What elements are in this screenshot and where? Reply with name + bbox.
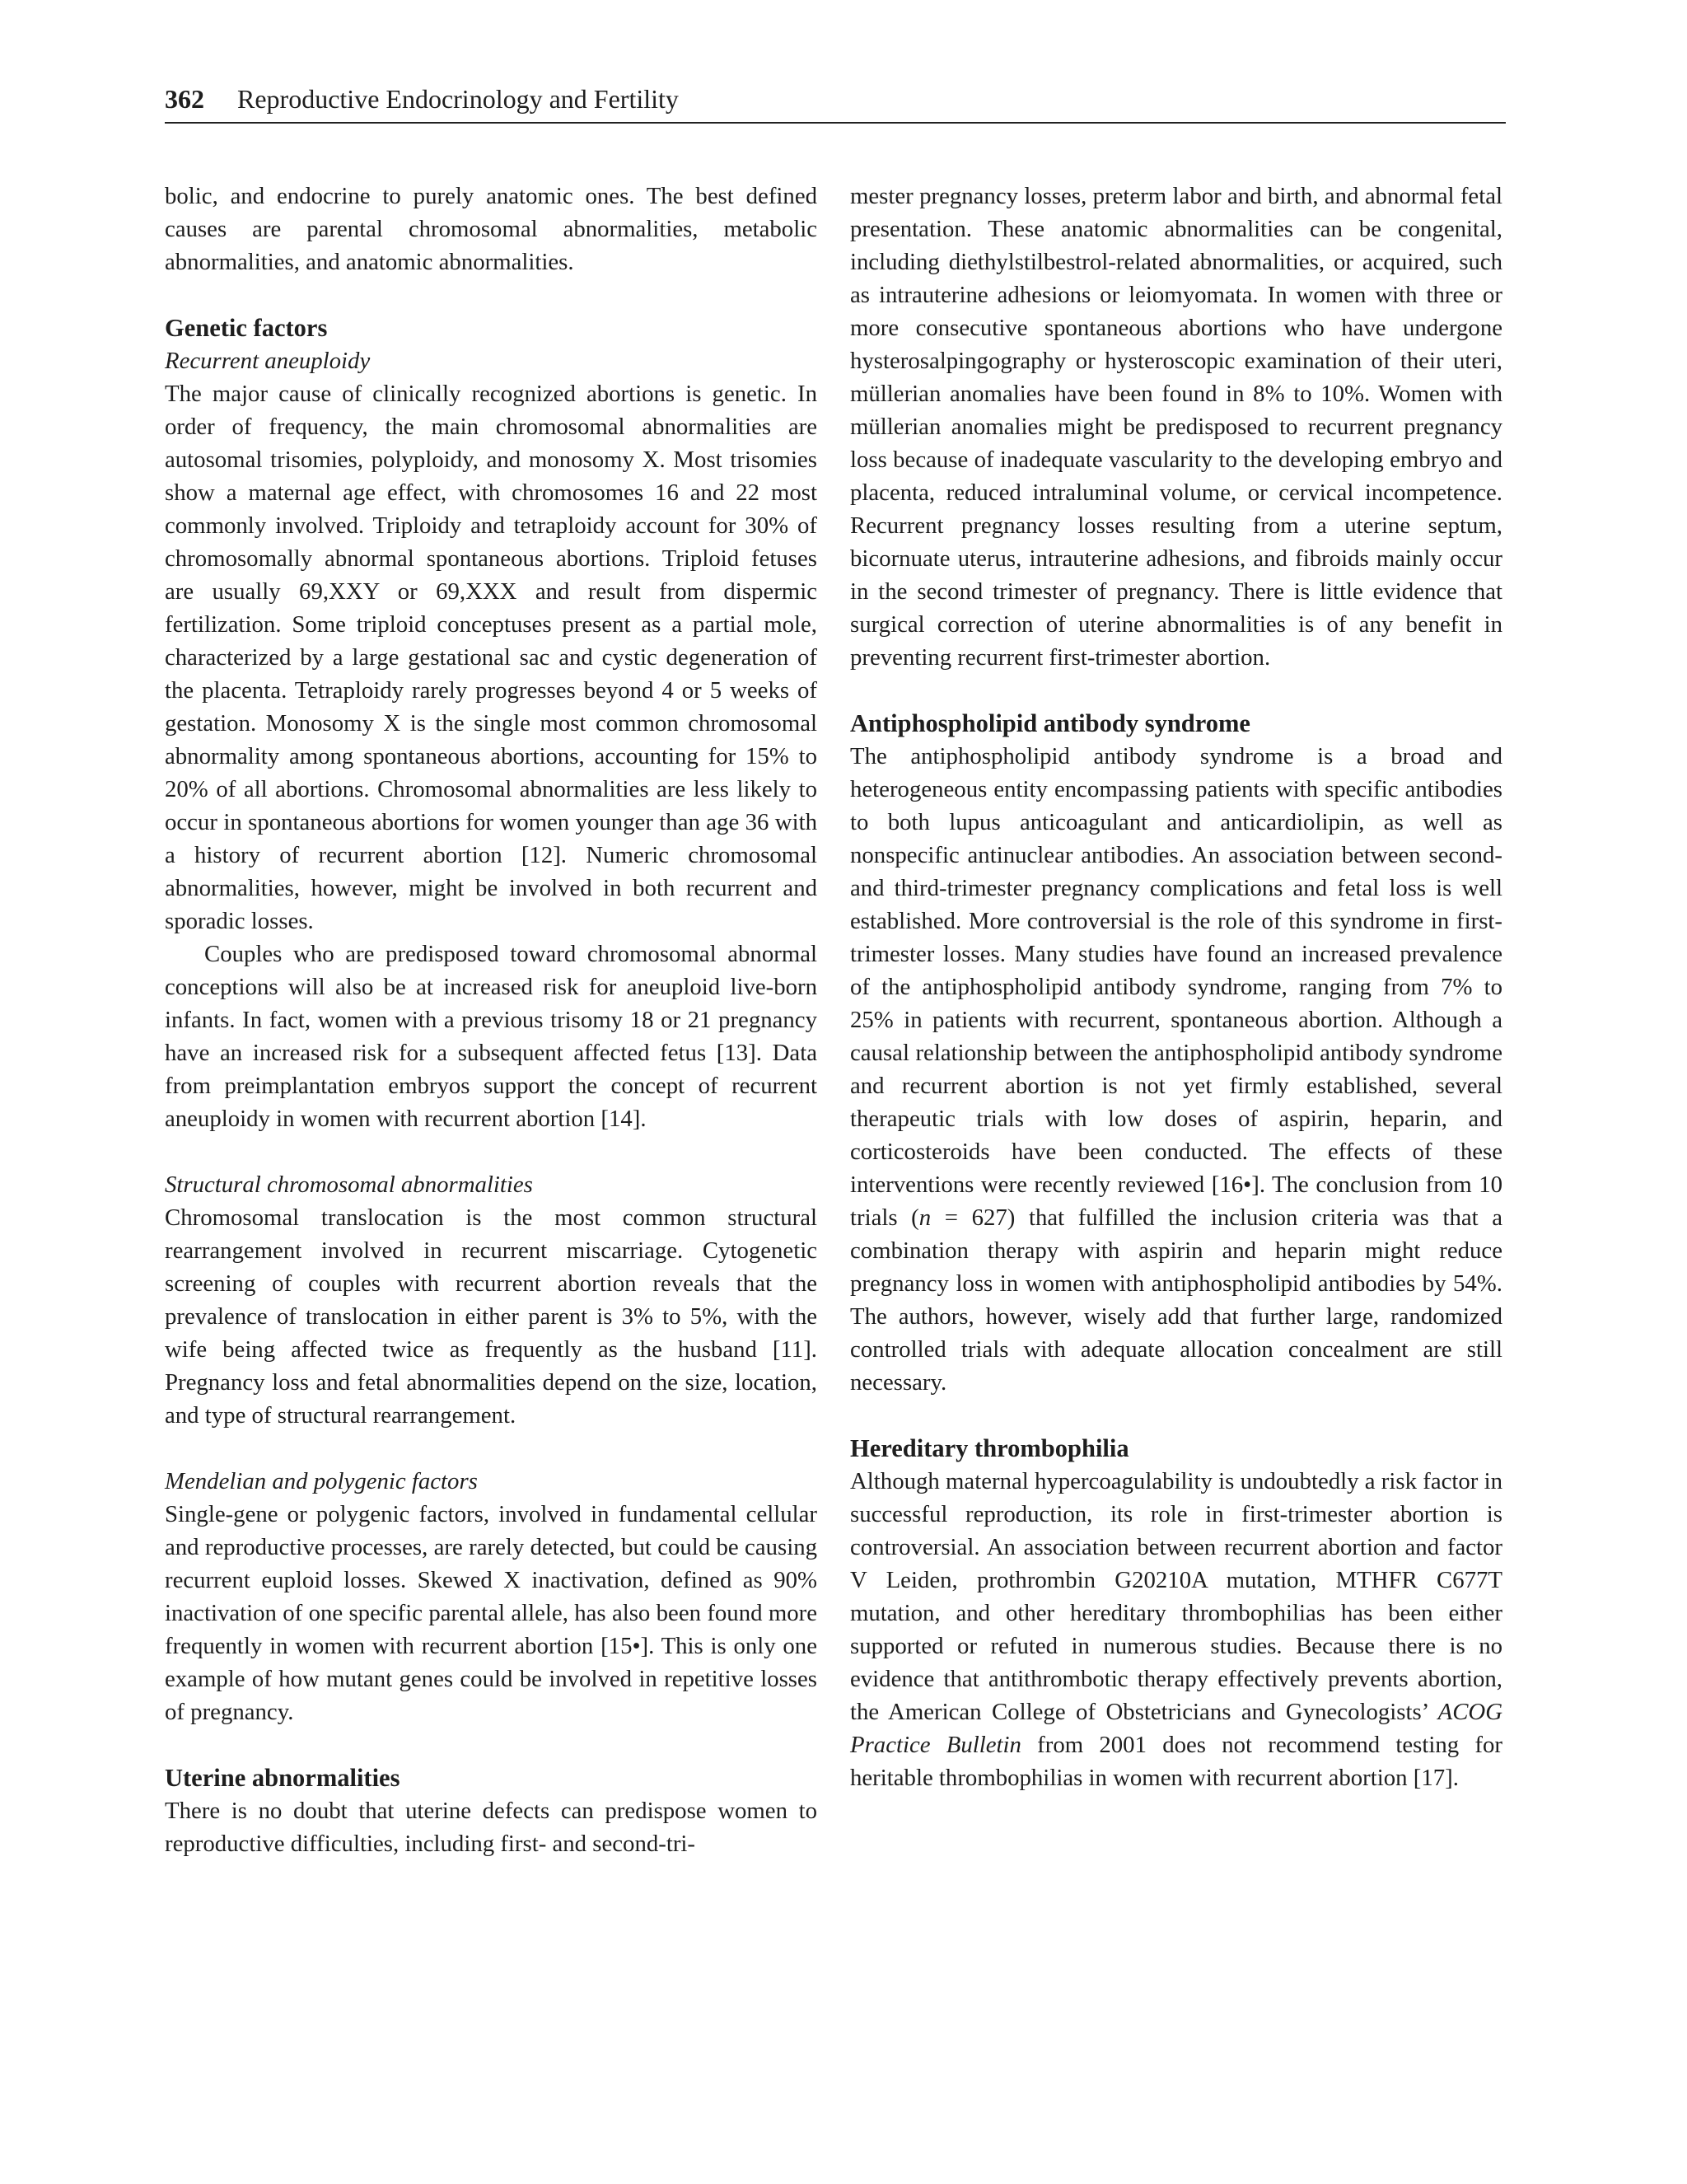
uterine-abnormalities-heading: Uterine abnormalities [165,1764,400,1792]
aneuploidy-paragraph-2: Couples who are predisposed toward chromosomal abnormal conceptions will also be at increased risk for aneuploid live-born infants. In fact, women with a previous trisomy 18 or 21 pregnancy have an increased risk for a subsequent affected fetus [13]. Data from preimplantation embryos support the concept of recurrent aneuploidy in women with recurrent abortion [14]. [165,941,817,1132]
thrombophilia-text-after: from 2001 does not recommend testing for heritable thrombophilias in women with recurrent abortion [17]. [850,1732,1502,1791]
structural-abnormalities-subheading: Structural chromosomal abnormalities [165,1172,533,1198]
uterine-paragraph-continued: mester pregnancy losses, preterm labor and birth, and abnormal fetal presentation. These anatomic abnormalities can be congenital, including diethylstilbestrol-related abnormalities, or acquired, such as intrauterine adhesions or leiomyomata. In women with three or more consecutive spontaneous abortions who have undergone hysterosalpingography or hysteroscopic examination of their uteri, müllerian anomalies have been found in 8% to 10%. Women with müllerian anomalies might be predisposed to recurrent pregnancy loss because of inadequate vascularity to the developing embryo and placenta, reduced intraluminal volume, or cervical incompetence. Recurrent pregnancy losses resulting from a uterine septum, bicornuate uterus, intrauterine adhesions, and fibroids mainly occur in the second trimester of pregnancy. There is little evidence that surgical correction of uterine abnormalities is of any benefit in preventing recurrent first-trimester abortion. [850,183,1502,671]
mendelian-factors-subheading: Mendelian and polygenic factors [165,1468,478,1494]
thrombophilia-text-before: Although maternal hypercoagulability is undoubtedly a risk factor in successful reproduction, its role in first-trimester abortion is controversial. An association between recurrent abortion and factor V Leiden, prothrombin G20210A mutation, MTHFR C677T mutation, and other hereditary thrombophilias has been either supported or refuted in numerous studies. Because there is no evidence that antithrombotic therapy effectively prevents abortion, the American College of Obstetricians and Gynecologists’ [850,1468,1502,1725]
running-head [165,82,1506,124]
right-column [850,180,1502,1794]
genetic-factors-heading: Genetic factors [165,314,328,342]
left-column [165,180,817,1860]
antiphospholipid-heading: Antiphospholipid antibody syndrome [850,709,1250,737]
thrombophilia-heading: Hereditary thrombophilia [850,1434,1129,1462]
thrombophilia-paragraph [850,1465,1502,1794]
aneuploidy-paragraph-1: The major cause of clinically recognized abortions is genetic. In order of frequency, the main chromosomal abnormalities are autosomal trisomies, polyploidy, and monosomy X. Most trisomies show a maternal age effect, with chromosomes 16 and 22 most commonly involved. Triploidy and tetraploidy account for 30% of chromosomally abnormal spontaneous abortions. Triploid fetuses are usually 69,XXY or 69,XXX and result from dispermic fertilization. Some triploid conceptuses present as a partial mole, characterized by a large gestational sac and cystic degeneration of the placenta. Tetraploidy rarely progresses beyond 4 or 5 weeks of gestation. Monosomy X is the single most common chromosomal abnormality among spontaneous abortions, accounting for 15% to 20% of all abortions. Chromosomal abnormalities are less likely to occur in spontaneous abortions for women younger than age 36 with a history of recurrent abortion [12]. Numeric chromosomal abnormalities, however, might be involved in both recurrent and sporadic losses. [165,381,817,934]
structural-paragraph: Chromosomal translocation is the most common structural rearrangement involved in recurrent miscarriage. Cytogenetic screening of couples with recurrent abortion reveals that the prevalence of translocation in either parent is 3% to 5%, with the wife being affected twice as frequently as the husband [11]. Pregnancy loss and fetal abnormalities depend on the size, location, and type of structural rearrangement. [165,1204,817,1429]
uterine-paragraph-start: There is no doubt that uterine defects can predispose women to reproductive difficulties, including first- and second-tri- [165,1798,817,1857]
aps-text-after: = 627) that fulfilled the inclusion criteria was that a combination therapy with aspirin and heparin might reduce pregnancy loss in women with antiphospholipid antibodies by 54%. The authors, however, wisely add that further large, randomized controlled trials with adequate allocation concealment are still necessary. [850,1204,1503,1396]
mendelian-paragraph: Single-gene or polygenic factors, involved in fundamental cellular and reproductive processes, are rarely detected, but could be causing recurrent euploid losses. Skewed X inactivation, defined as 90% inactivation of one specific parental allele, has also been found more frequently in women with recurrent abortion [15•]. This is only one example of how mutant genes could be involved in repetitive losses of pregnancy. [165,1501,817,1725]
recurrent-aneuploidy-subheading: Recurrent aneuploidy [165,348,371,374]
acog-bulletin-title: ACOG Practice Bulletin [850,1699,1502,1758]
page-number: 362 [165,84,204,114]
aps-n-symbol: n [918,1204,932,1231]
intro-paragraph: bolic, and endocrine to purely anatomic ones. The best defined causes are parental chromosomal abnormalities, metabolic abnormalities, and anatomic abnormalities. [165,183,817,275]
aps-text-before: The antiphospholipid antibody syndrome is a broad and heterogeneous entity encompassing patients with specific antibodies to both lupus anticoagulant and anticardiolipin, as well as nonspecific antinuclear antibodies. An association between second- and third-trimester pregnancy complications and fetal loss is well established. More controversial is the role of this syndrome in first-trimester losses. Many studies have found an increased prevalence of the antiphospholipid antibody syndrome, ranging from 7% to 25% in patients with recurrent, spontaneous abortion. Although a causal relationship between the antiphospholipid antibody syndrome and recurrent abortion is not yet firmly established, several therapeutic trials with low doses of aspirin, heparin, and corticosteroids have been conducted. The effects of these interventions were recently reviewed [16•]. The conclusion from 10 trials ( [850,743,1502,1231]
running-title: Reproductive Endocrinology and Fertility [237,84,679,114]
antiphospholipid-paragraph [850,740,1502,1399]
